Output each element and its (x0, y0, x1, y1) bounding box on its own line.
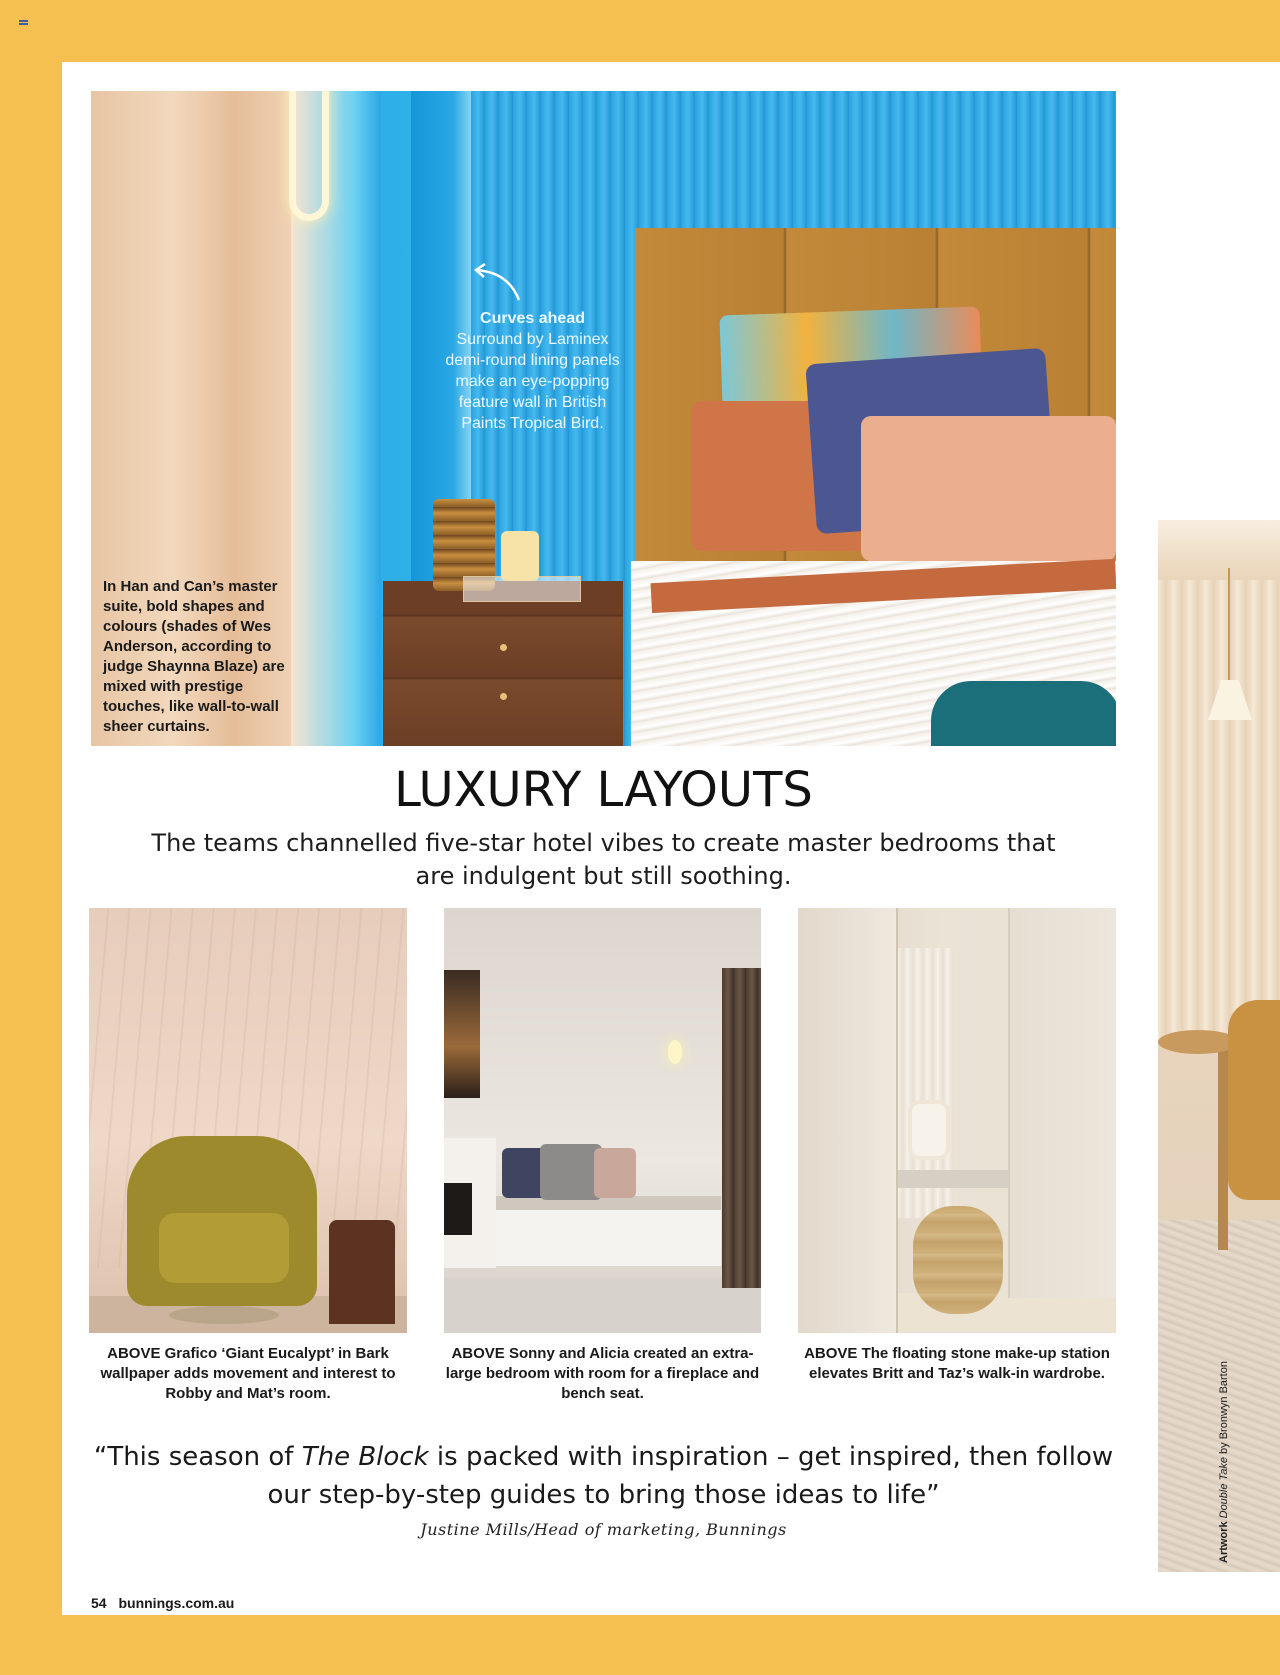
quote-attribution: Justine Mills/Head of marketing, Bunnings (420, 1520, 787, 1539)
site-url[interactable]: bunnings.com.au (118, 1595, 235, 1611)
menu-icon[interactable] (19, 20, 28, 26)
section-title: LUXURY LAYOUTS (394, 762, 813, 818)
quote-rest: is packed with inspiration – get inspired, then follow our step-by-step guides to bring those ideas to life” (267, 1442, 1114, 1510)
section-subtitle: The teams channelled five-star hotel vibes to create master bedrooms that are indulgent but still soothing. (151, 829, 1056, 890)
side-round-table (1158, 1030, 1238, 1054)
photo-caption-2: ABOVE Sonny and Alicia created an extra-large bedroom with room for a fireplace and bench seat. (445, 1345, 760, 1402)
teal-throw (931, 681, 1116, 746)
curtain (722, 968, 761, 1288)
bench-seat (496, 1196, 721, 1266)
page-number: 54 (91, 1595, 107, 1611)
photo-walk-in-wardrobe (798, 908, 1116, 1333)
quote-open: “This season of (93, 1442, 302, 1472)
quote-show-title: The Block (301, 1442, 429, 1472)
wardrobe-panel (1008, 908, 1116, 1298)
candle (501, 531, 539, 581)
pendant-light (289, 91, 329, 221)
callout-body: Surround by Laminex demi-round lining panels make an eye-popping feature wall in British Paints Tropical Bird. (445, 331, 620, 432)
artwork-frame (444, 970, 480, 1098)
wavy-mirror (908, 1100, 950, 1160)
wardrobe-door (798, 908, 898, 1333)
photo-caption-3: ABOVE The floating stone make-up station elevates Britt and Taz’s walk-in wardrobe. (804, 1345, 1110, 1382)
callout-title: Curves ahead (480, 310, 585, 327)
wall-sconce (668, 1040, 682, 1064)
credit-title: Double Take (1218, 1457, 1230, 1519)
hero-caption: In Han and Can’s master suite, bold shapes and colours (shades of Wes Anderson, according to judge Shaynna Blaze) are mixed with prestige touches, like wall-to-wall sheer curtains. (103, 578, 285, 735)
artwork-credit (1218, 1361, 1230, 1563)
floating-makeup-station (898, 1170, 1008, 1188)
photo-bench-seat-room (444, 908, 761, 1333)
side-chair (1228, 1000, 1280, 1200)
photo-eucalypt-wallpaper-room (89, 908, 407, 1333)
pull-quote (91, 1438, 1116, 1514)
credit-artist: by Bronwyn Barton (1218, 1361, 1230, 1458)
side-table (329, 1220, 395, 1324)
curved-arrow-icon (471, 262, 527, 302)
bedside-table (383, 581, 623, 746)
page-footer (91, 1595, 234, 1611)
side-curtain (1158, 580, 1280, 1040)
pillow-blush (861, 416, 1116, 561)
photo-caption-1: ABOVE Grafico ‘Giant Eucalypt’ in Bark wallpaper adds movement and interest to Robby and Mat’s room. (100, 1345, 396, 1402)
hero-callout (440, 308, 625, 434)
ottoman-pouf (913, 1206, 1003, 1314)
credit-label: Artwork (1218, 1521, 1230, 1563)
